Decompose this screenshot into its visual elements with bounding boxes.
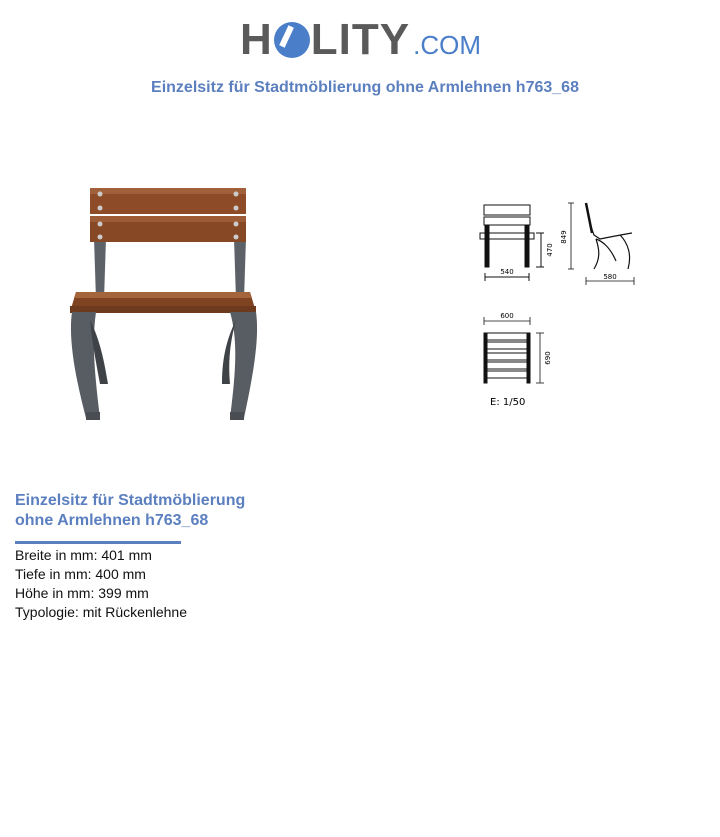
- page-title: Einzelsitz für Stadtmöblierung ohne Armlehnen h763_68: [151, 79, 579, 96]
- holity-logo: [240, 14, 490, 66]
- side-height-label: 849: [560, 230, 568, 244]
- product-title-line-1: Einzelsitz für Stadtmöblierung: [15, 492, 246, 509]
- front-width-label: 540: [500, 268, 514, 276]
- logo-dotcom: .COM: [413, 30, 481, 60]
- spec-list: [15, 546, 187, 622]
- spec-height: Höhe in mm: 399 mm: [15, 585, 149, 601]
- side-view-drawing: [568, 203, 634, 285]
- side-depth-label: 580: [603, 273, 617, 281]
- scale-label: E: 1/50: [490, 397, 526, 408]
- top-view-drawing: [484, 317, 544, 383]
- technical-drawings: [470, 195, 650, 415]
- logo-o-mark: [274, 22, 310, 58]
- logo-letter-h: H: [240, 15, 273, 64]
- product-title-line-2: ohne Armlehnen h763_68: [15, 512, 209, 529]
- front-height-label: 470: [546, 243, 554, 257]
- logo-letters-lity: LITY: [310, 15, 411, 64]
- top-width-label: 600: [500, 312, 514, 320]
- top-depth-label: 690: [544, 351, 552, 365]
- product-title: [15, 491, 275, 531]
- spec-typology: Typologie: mit Rückenlehne: [15, 604, 187, 620]
- logo-wordmark: [240, 14, 481, 71]
- spec-width: Breite in mm: 401 mm: [15, 547, 152, 563]
- product-photo: [60, 180, 270, 430]
- spec-depth: Tiefe in mm: 400 mm: [15, 566, 146, 582]
- title-underline: [15, 541, 181, 544]
